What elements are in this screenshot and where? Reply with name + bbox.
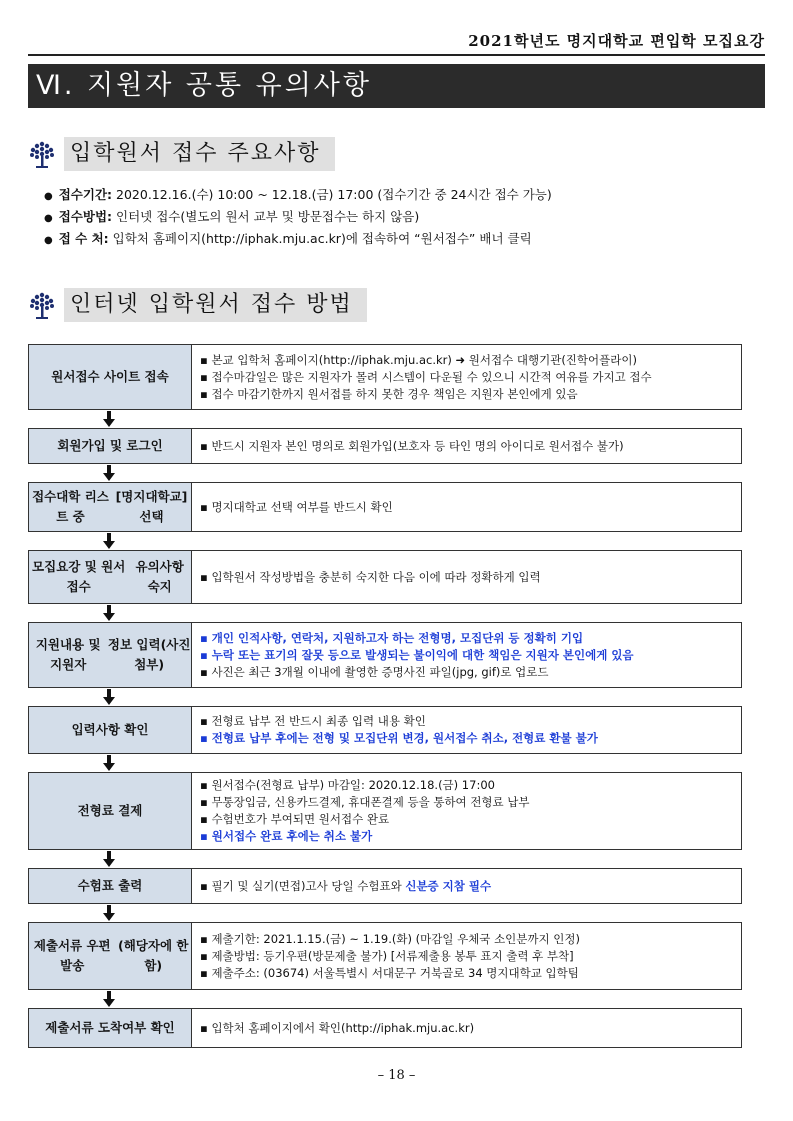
step-name: 회원가입 및 로그인 — [29, 429, 192, 463]
step-line: ▪ 수험번호가 부여되면 원서접수 완료 — [200, 812, 390, 826]
step-description — [192, 923, 741, 989]
process-step — [28, 550, 742, 604]
step-description — [192, 773, 741, 849]
application-info-list — [44, 184, 552, 250]
step-name: 제출서류 우편발송 (해당자에 한함) — [29, 923, 192, 989]
step-description — [192, 1009, 741, 1047]
step-line: ▪ 필기 및 실기(면접)고사 당일 수험표와 신분증 지참 필수 — [200, 878, 492, 893]
step-name: 모집요강 및 원서 접수 유의사항 숙지 — [29, 551, 192, 603]
step-line: ▪ 입학원서 작성방법을 충분히 숙지한 다음 이에 따라 정확하게 입력 — [200, 569, 541, 584]
tree-icon — [28, 139, 56, 169]
step-line: ▪ 원서접수(전형료 납부) 마감일: 2020.12.18.(금) 17:00 — [200, 778, 495, 792]
step-line: ▪ 제출주소: (03674) 서울특별시 서대문구 거북골로 34 명지대학교 입학팀 — [200, 965, 579, 980]
step-line: ▪ 원서접수 완료 후에는 취소 불가 — [200, 829, 373, 843]
process-step — [28, 1008, 742, 1048]
step-name: 입력사항 확인 — [29, 707, 192, 753]
section-title-text: 인터넷 입학원서 접수 방법 — [64, 288, 367, 322]
step-description — [192, 623, 741, 687]
process-step — [28, 622, 742, 688]
step-line: ▪ 명지대학교 선택 여부를 반드시 확인 — [200, 499, 393, 514]
down-arrow-icon — [28, 464, 190, 482]
step-name: 제출서류 도착여부 확인 — [29, 1009, 192, 1047]
step-description — [192, 483, 741, 531]
step-line: ▪ 접수마감일은 많은 지원자가 몰려 시스템이 다운될 수 있으니 시간적 여유를 가지고 접수 — [200, 369, 652, 384]
step-line: ▪ 접수 마감기한까지 원서접를 하지 못한 경우 책임은 지원자 본인에게 있음 — [200, 386, 578, 401]
step-line: ▪ 무통장입금, 신용카드결제, 휴대폰결제 등을 통하여 전형료 납부 — [200, 795, 530, 809]
process-step — [28, 922, 742, 990]
step-line: ▪ 사진은 최근 3개월 이내에 촬영한 증명사진 파일(jpg, gif)로 업로드 — [200, 664, 549, 679]
process-step — [28, 772, 742, 850]
down-arrow-icon — [28, 410, 190, 428]
process-step — [28, 482, 742, 532]
chapter-title: Ⅵ. 지원자 공통 유의사항 — [28, 64, 765, 108]
section-title-text: 입학원서 접수 주요사항 — [64, 137, 335, 171]
step-line: ▪ 반드시 지원자 본인 명의로 회원가입(보호자 등 타인 명의 아이디로 원서접수 불가) — [200, 438, 624, 453]
step-line: ▪ 제출방법: 등기우편(방문제출 불가) [서류제출용 봉투 표지 출력 후 부착] — [200, 948, 574, 963]
process-step — [28, 344, 742, 410]
tree-icon — [28, 290, 56, 320]
step-name: 접수대학 리스트 중 [명지대학교] 선택 — [29, 483, 192, 531]
step-line: ▪ 개인 인적사항, 연락처, 지원하고자 하는 전형명, 모집단위 등 정확히 기입 — [200, 630, 584, 645]
section-title-internet — [28, 287, 367, 323]
process-step — [28, 428, 742, 464]
down-arrow-icon — [28, 532, 190, 550]
down-arrow-icon — [28, 604, 190, 622]
step-name: 지원내용 및 지원자 정보 입력(사진첨부) — [29, 623, 192, 687]
step-description — [192, 707, 741, 753]
list-item: ● 접수방법: 인터넷 접수(별도의 원서 교부 및 방문접수는 하지 않음) — [44, 209, 420, 224]
step-name: 전형료 결제 — [29, 773, 192, 849]
step-line: ▪ 입학처 홈페이지에서 확인(http://iphak.mju.ac.kr) — [200, 1020, 475, 1035]
step-line: ▪ 제출기한: 2021.1.15.(금) ~ 1.19.(화) (마감일 우체국 소인분까지 인정) — [200, 931, 580, 946]
step-name: 원서접수 사이트 접속 — [29, 345, 192, 409]
step-name: 수험표 출력 — [29, 869, 192, 903]
step-description — [192, 429, 741, 463]
down-arrow-icon — [28, 754, 190, 772]
step-line: ▪ 전형료 납부 후에는 전형 및 모집단위 변경, 원서접수 취소, 전형료 환불 불가 — [200, 731, 598, 745]
step-description — [192, 551, 741, 603]
step-description — [192, 869, 741, 903]
process-step — [28, 706, 742, 754]
step-line: ▪ 누락 또는 표기의 잘못 등으로 발생되는 불이익에 대한 책임은 지원자 본인에게 있음 — [200, 647, 634, 662]
page-number: – 18 – — [377, 1068, 416, 1083]
down-arrow-icon — [28, 688, 190, 706]
down-arrow-icon — [28, 904, 190, 922]
running-header: 2021학년도 명지대학교 편입학 모집요강 — [28, 28, 765, 56]
step-line: ▪ 본교 입학처 홈페이지(http://iphak.mju.ac.kr) ➜ 원서접수 대행기관(진학어플라이) — [200, 352, 637, 367]
process-flow — [28, 344, 742, 1048]
list-item: ● 접 수 처: 입학처 홈페이지(http://iphak.mju.ac.kr)에 접속하여 “원서접수” 배너 클릭 — [44, 231, 532, 246]
down-arrow-icon — [28, 850, 190, 868]
step-line: ▪ 전형료 납부 전 반드시 최종 입력 내용 확인 — [200, 714, 426, 728]
step-description — [192, 345, 741, 409]
down-arrow-icon — [28, 990, 190, 1008]
section-title-application — [28, 136, 335, 172]
process-step — [28, 868, 742, 904]
list-item: ● 접수기간: 2020.12.16.(수) 10:00 ~ 12.18.(금) 17:00 (접수기간 중 24시간 접수 가능) — [44, 187, 552, 202]
